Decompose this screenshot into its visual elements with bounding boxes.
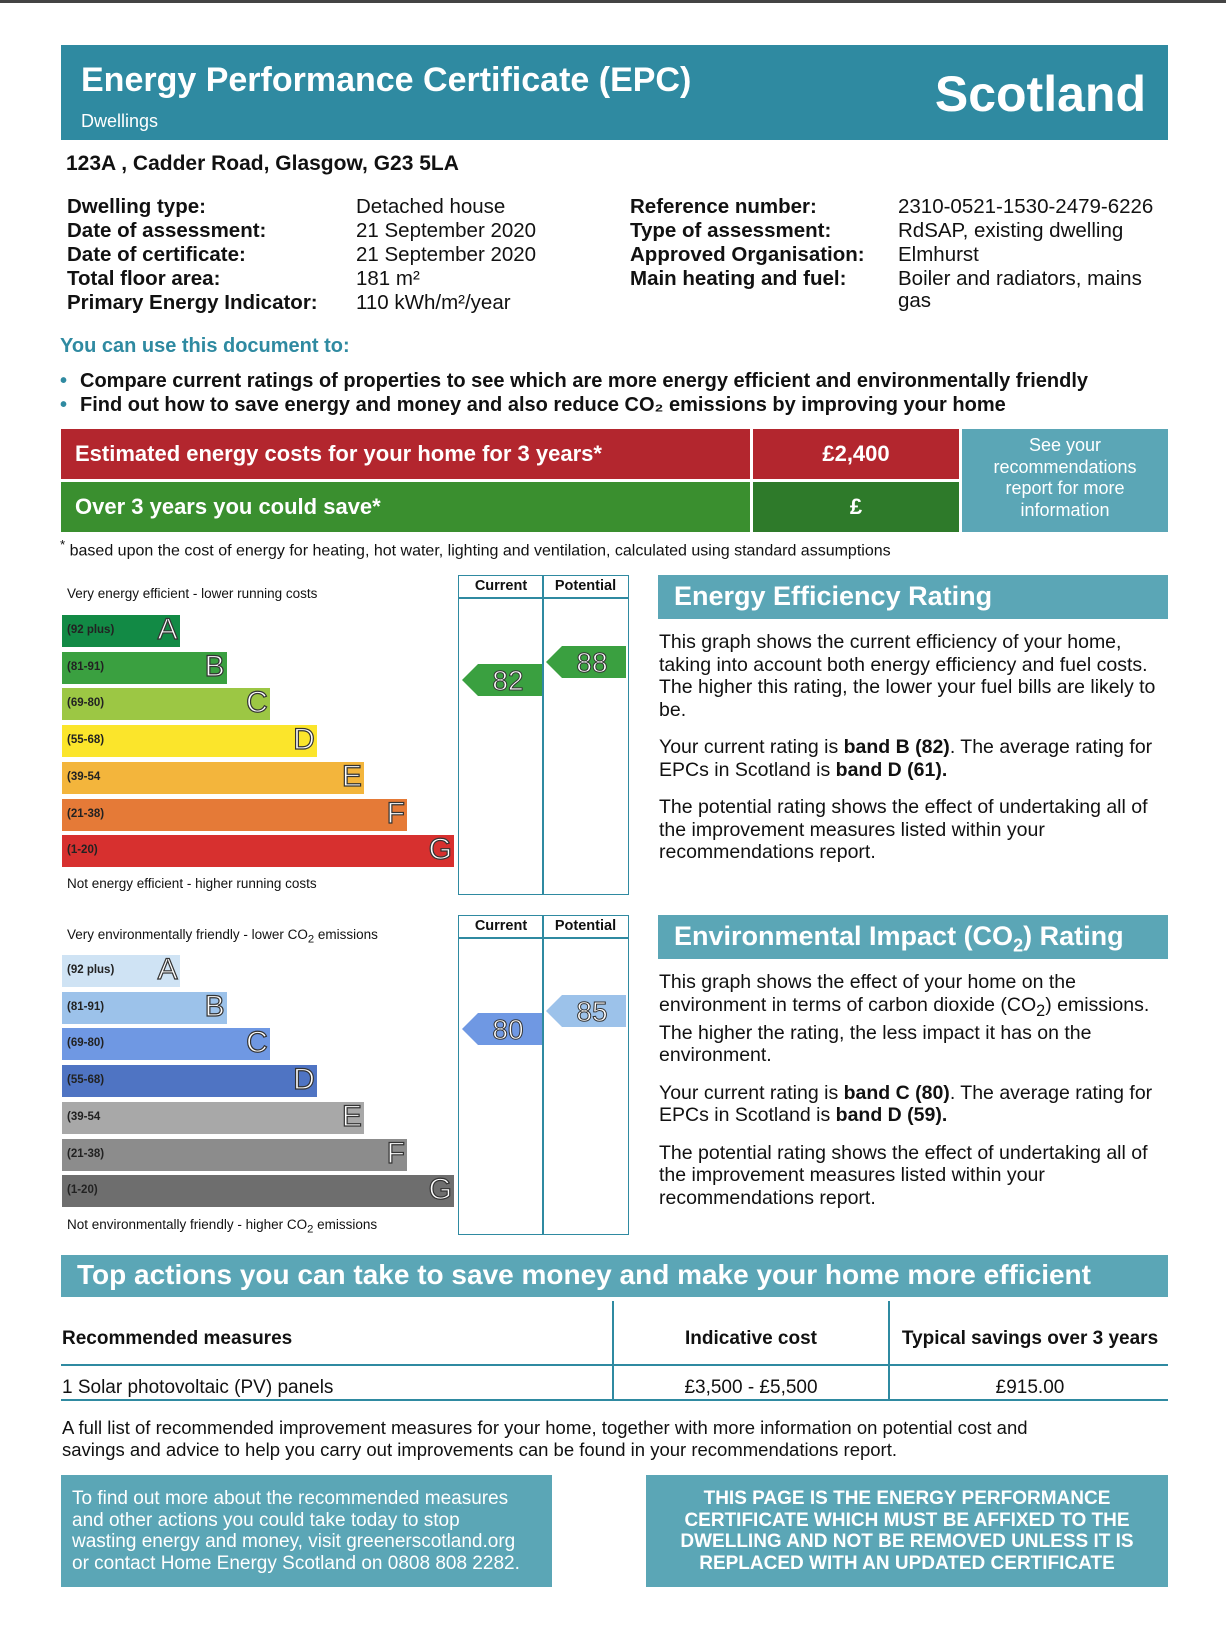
table-divider bbox=[888, 1301, 890, 1401]
more-info-box: To find out more about the recommended measures and other actions you could take today to stop wasting energy and money, visit greenerscotland.org or contact Home Energy Scotland on 0808 808 2282. bbox=[61, 1475, 552, 1587]
cost-cell: £3,500 - £5,500 bbox=[684, 1377, 818, 1398]
band-b-bar bbox=[62, 989, 227, 1024]
potential-rating-arrow-value: 88 bbox=[576, 646, 608, 678]
detail-label: Approved Organisation: bbox=[630, 243, 865, 266]
band-letter-label: C bbox=[246, 1026, 268, 1060]
band-a-bar bbox=[62, 955, 180, 987]
detail-value: 21 September 2020 bbox=[356, 219, 537, 242]
band-letter-label: E bbox=[341, 1099, 362, 1133]
column-divider bbox=[458, 597, 629, 599]
band-letter-label: D bbox=[293, 723, 315, 757]
table-rule bbox=[61, 1364, 1168, 1366]
current-rating-arrow bbox=[462, 1013, 542, 1045]
col-potential-label: Potential bbox=[554, 918, 617, 934]
detail-label: Date of assessment: bbox=[67, 219, 267, 242]
detail-label: Total floor area: bbox=[67, 267, 221, 290]
see-recommendations-box: See your recommendations report for more information bbox=[962, 429, 1168, 532]
detail-label: Type of assessment: bbox=[630, 219, 832, 242]
estimated-cost-label: Estimated energy costs for your home for 3 years* bbox=[75, 441, 602, 466]
band-letter-label: E bbox=[341, 759, 362, 793]
table-header-savings: Typical savings over 3 years bbox=[901, 1328, 1159, 1349]
save-label-box bbox=[61, 482, 750, 532]
detail-value: Elmhurst bbox=[898, 243, 979, 266]
potential-column bbox=[542, 575, 629, 895]
detail-label: Date of certificate: bbox=[67, 243, 246, 266]
country-label: Scotland bbox=[934, 66, 1146, 122]
table-header-cost: Indicative cost bbox=[685, 1328, 817, 1349]
band-d-bar bbox=[62, 725, 317, 757]
band-letter-label: B bbox=[204, 989, 225, 1023]
detail-value: Detached house bbox=[356, 195, 506, 218]
current-rating-arrow-value: 80 bbox=[492, 1014, 524, 1046]
chart-top-label: Very environmentally friendly - lower $CO_2$ emissions bbox=[67, 927, 378, 946]
band-letter-label: D bbox=[293, 1063, 315, 1097]
band-e-bar bbox=[62, 1099, 364, 1134]
detail-label: Main heating and fuel: bbox=[630, 267, 847, 290]
band-c-bar bbox=[62, 1028, 270, 1060]
uses-heading: You can use this document to: bbox=[60, 335, 350, 357]
col-potential-label: Potential bbox=[554, 578, 617, 594]
band-g-bar bbox=[62, 1175, 454, 1207]
current-column bbox=[458, 915, 544, 1235]
col-current-label: Current bbox=[474, 578, 528, 594]
band-a-bar bbox=[62, 615, 180, 647]
band-f-bar bbox=[62, 1136, 407, 1171]
measure-cell: 1 Solar photovoltaic (PV) panels bbox=[62, 1377, 334, 1398]
band-range-label: (21-38) bbox=[67, 1147, 105, 1160]
potential-column bbox=[542, 915, 629, 1235]
detail-value: 21 September 2020 bbox=[356, 243, 537, 266]
estimated-cost-value: £2,400 bbox=[822, 441, 890, 466]
band-range-label: (1-20) bbox=[67, 844, 98, 857]
recommendations-note: A full list of recommended improvement measures for your home, together with more information on potential cost and savings and advice to help you carry out improvements can be found in your recommendations report. bbox=[62, 1417, 1028, 1460]
band-range-label: (69-80) bbox=[67, 697, 105, 710]
band-e-bar bbox=[62, 759, 364, 794]
page-subtitle: Dwellings bbox=[81, 111, 159, 131]
actions-heading: Top actions you can take to save money and make your home more efficient bbox=[61, 1255, 1168, 1297]
uses-list bbox=[60, 369, 1088, 417]
detail-value-cont: gas bbox=[898, 289, 932, 312]
table-header-measures: Recommended measures bbox=[62, 1328, 293, 1349]
band-letter-label: A bbox=[157, 613, 178, 646]
estimated-cost-label-box bbox=[61, 429, 750, 479]
environmental-impact-text: This graph shows the effect of your home on the environment in terms of carbon dioxide $(CO_2)$ emissions. The higher the rating, the less impact it has on the environment. Your current rating is band C (80). The average rating for EPCs in Scotland is band D (59). The potential rating shows the effect of undertaking all of the improvement measures listed within your recommendations report. bbox=[659, 971, 1153, 1209]
band-range-label: (92 plus) bbox=[67, 624, 115, 636]
band-range-label: (81-91) bbox=[67, 660, 105, 673]
band-range-label: (39-54 bbox=[67, 770, 101, 783]
page-title: Energy Performance Certificate (EPC) bbox=[81, 61, 692, 99]
band-letter-label: A bbox=[157, 953, 178, 986]
band-range-label: (92 plus) bbox=[67, 964, 115, 976]
potential-rating-arrow bbox=[546, 995, 626, 1027]
band-letter-label: G bbox=[428, 833, 452, 867]
col-current-label: Current bbox=[474, 918, 528, 934]
band-g-bar bbox=[62, 835, 454, 867]
table-rule bbox=[61, 1399, 1168, 1401]
detail-value: Boiler and radiators, mains bbox=[898, 267, 1142, 290]
band-letter-label: G bbox=[428, 1173, 452, 1207]
band-f-bar bbox=[62, 796, 407, 831]
band-range-label: (55-68) bbox=[67, 1074, 105, 1087]
chart-top-label: Very energy efficient - lower running costs bbox=[67, 586, 318, 601]
band-range-label: (21-38) bbox=[67, 807, 105, 820]
detail-label: Dwelling type: bbox=[67, 195, 206, 218]
detail-value: 2310-0521-1530-2479-6226 bbox=[898, 195, 1154, 218]
chart-bottom-label: Not energy efficient - higher running costs bbox=[67, 876, 317, 891]
header-banner bbox=[61, 45, 1168, 140]
band-letter-label: C bbox=[246, 686, 268, 720]
band-range-label: (69-80) bbox=[67, 1037, 105, 1050]
property-address: 123A , Cadder Road, Glasgow, G23 5LA bbox=[66, 152, 459, 175]
band-range-label: (81-91) bbox=[67, 1000, 105, 1013]
chart-bottom-label: Not environmentally friendly - higher $CO_2$ emissions bbox=[67, 1217, 378, 1236]
detail-value: RdSAP, existing dwelling bbox=[898, 219, 1124, 242]
potential-rating-arrow-value: 85 bbox=[576, 995, 608, 1027]
band-letter-label: F bbox=[386, 796, 405, 830]
current-column bbox=[458, 575, 544, 895]
cost-footnote: * based upon the cost of energy for heating, hot water, lighting and ventilation, calculated using standard assumptions bbox=[60, 537, 891, 560]
energy-efficiency-text: This graph shows the current efficiency of your home, taking into account both energy efficiency and fuel costs. The higher this rating, the lower your fuel bills are likely to be. Your current rating is band B (82). The average rating for EPCs in Scotland is band D (61). The potential rating shows the effect of undertaking all of the improvement measures listed within your recommendations report. bbox=[659, 631, 1156, 863]
environmental-impact-heading: Environmental Impact $(CO_2)$ Rating bbox=[658, 915, 1168, 959]
band-b-bar bbox=[62, 649, 227, 684]
band-range-label: (1-20) bbox=[67, 1184, 98, 1197]
save-value-box bbox=[753, 482, 959, 532]
list-item: • Find out how to save energy and money and also reduce CO₂ emissions by improving your home bbox=[60, 394, 1006, 416]
bullet-icon: • bbox=[60, 394, 68, 416]
band-letter-label: F bbox=[386, 1136, 405, 1170]
detail-value: 181 m² bbox=[356, 267, 420, 290]
certificate-notice-box: THIS PAGE IS THE ENERGY PERFORMANCE CERTIFICATE WHICH MUST BE AFFIXED TO THE DWELLING AND NOT BE REMOVED UNLESS IT IS REPLACED WITH AN UPDATED CERTIFICATE bbox=[646, 1475, 1168, 1587]
energy-efficiency-heading: Energy Efficiency Rating bbox=[658, 575, 1168, 619]
potential-rating-arrow bbox=[546, 646, 626, 678]
detail-value: 110 kWh/m²/year bbox=[356, 291, 511, 314]
current-rating-arrow-value: 82 bbox=[492, 664, 524, 696]
list-item: • Compare current ratings of properties to see which are more energy efficient and environmentally friendly bbox=[60, 370, 1089, 392]
band-range-label: (39-54 bbox=[67, 1110, 101, 1123]
current-rating-arrow bbox=[462, 664, 542, 696]
save-label: Over 3 years you could save* bbox=[75, 494, 381, 519]
column-divider bbox=[458, 937, 629, 939]
band-range-label: (55-68) bbox=[67, 734, 105, 747]
save-value: £ bbox=[849, 494, 863, 519]
savings-cell: £915.00 bbox=[995, 1377, 1065, 1398]
band-d-bar bbox=[62, 1065, 317, 1097]
band-c-bar bbox=[62, 688, 270, 720]
detail-label: Primary Energy Indicator: bbox=[67, 291, 318, 314]
bullet-icon: • bbox=[60, 370, 68, 392]
estimated-cost-value-box bbox=[753, 429, 959, 479]
detail-label: Reference number: bbox=[630, 195, 817, 218]
band-letter-label: B bbox=[204, 649, 225, 683]
